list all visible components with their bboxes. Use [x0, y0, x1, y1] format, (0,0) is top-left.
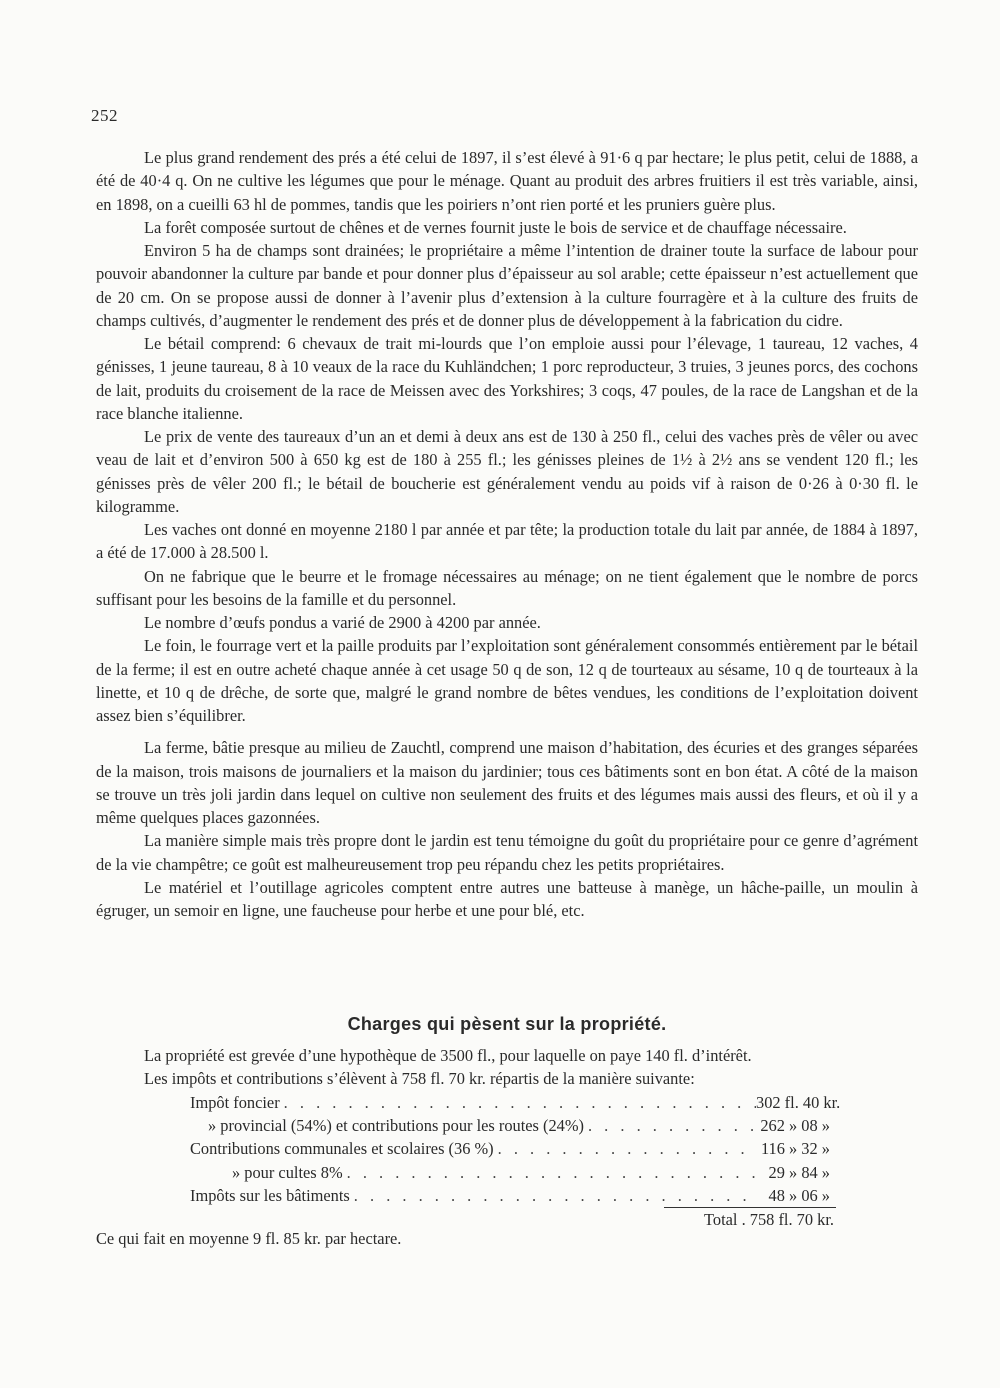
paragraph-farm-buildings: La ferme, bâtie presque au milieu de Zauchtl, comprend une maison d’habitation, des écuries et des granges séparées de la maison, trois maisons de journaliers et la maison du jardinier; tous ces bâtiments sont en bon état. A côté de la maison se trouve un très joli jardin dans lequel on cultive non seulement des fruits et des légumes mais aussi des fleurs, et où il y a même quelques places gazonnées.: [96, 738, 918, 827]
tax-row-amount: 302 fl. 40 kr.: [756, 1093, 841, 1112]
page-number: 252: [91, 106, 118, 125]
tax-row-label: Contributions communales et scolaires (36 %): [190, 1139, 494, 1159]
paragraph-equipment: Le matériel et l’outillage agricoles comptent entre autres une batteuse à manège, un hâche-paille, un moulin à égruger, un semoir en ligne, une faucheuse pour herbe et une pour blé, etc.: [96, 877, 918, 920]
paragraph-prices: Le prix de vente des taureaux d’un an et demi à deux ans est de 130 à 250 fl., celui des vaches près de vêler ou avec veau de lait et d’environ 500 à 650 kg est de 180 à 255 fl.; les génisses pleines de 1½ à 2½ ans se vendent 120 fl.; les génisses près de vêler 200 fl.; le bétail de boucherie est généralement vendu au poids vif à raison de 0·26 à 0·30 fl. le kilogramme.: [96, 427, 918, 516]
tax-row-amount: 29 » 84 »: [768, 1162, 830, 1182]
dot-leader: [354, 1184, 756, 1207]
paragraph-drainage: Environ 5 ha de champs sont drainées; le propriétaire a même l’intention de drainer toute la surface de labour pour pouvoir abandonner la culture par bande et pour donner plus d’épaisseur au sol arable; cette épaisseur n’est actuellement que de 20 cm. On se propose aussi de donner à l’avenir plus d’extension à la culture fourragère et à la culture des fruits de champs cultivés, d’augmenter le rendement des prés et de donner plus de développement à la fabrication du cidre.: [96, 241, 918, 330]
paragraph-butter: On ne fabrique que le beurre et le fromage nécessaires au ménage; on ne tient également que le nombre de porcs suffisant pour les besoins de la famille et du personnel.: [96, 566, 918, 609]
tax-row-label: » pour cultes 8%: [232, 1162, 343, 1182]
tax-total: Total . 758 fl. 70 kr.: [704, 1210, 834, 1229]
tax-row-label: Impôt foncier: [190, 1093, 280, 1112]
tax-row-amount: 116 » 32 »: [760, 1139, 830, 1159]
tax-row-label: » provincial (54%) et contributions pour les routes (24%): [208, 1116, 584, 1136]
dot-leader: [284, 1091, 756, 1114]
tax-table: [190, 1091, 841, 1207]
tax-row-amount: 262 » 08 »: [760, 1116, 830, 1136]
paragraph-livestock: Le bétail comprend: 6 chevaux de trait mi-lourds que l’on emploie aussi pour l’élevage, 1 taureau, 12 vaches, 4 génisses, 1 jeune taureau, 8 à 10 veaux de la race du Kuhländchen; 1 porc reproducteur, 3 truies, 3 jeunes porcs, des cochons de lait, produits du croisement de la race de Meissen avec des Yorkshires; 3 coqs, 47 poules, de la race de Langshan et de la race blanche italienne.: [96, 334, 918, 423]
body-text: [96, 146, 918, 922]
paragraph-milk: Les vaches ont donné en moyenne 2180 l par année et par tête; la production totale du lait par année, de 1884 à 1897, a été de 17.000 à 28.500 l.: [96, 520, 918, 563]
tax-row-label: Impôts sur les bâtiments: [190, 1185, 350, 1205]
dot-leader: [347, 1161, 756, 1184]
tax-row: [190, 1161, 830, 1184]
paragraph-garden: La manière simple mais très propre dont le jardin est tenu témoigne du goût du propriétaire pour ce genre d’agrément de la vie champêtre; ce goût est malheureusement trop peu répandu chez les petits propriétaires.: [96, 831, 918, 874]
paragraph-fodder: Le foin, le fourrage vert et la paille produits par l’exploitation sont généralement consommés entièrement par le bétail de la ferme; il est en outre acheté chaque année à cet usage 50 q de son, 12 q de tourteaux au sésame, 10 q de tourteaux à la linette, et 10 q de drêche, de sorte que, malgré le grand nombre de bêtes vendues, les conditions de l’exploitation doivent assez bien s’équilibrer.: [96, 636, 918, 725]
section-heading-charges: Charges qui pèsent sur la propriété.: [347, 1014, 667, 1034]
tax-row: [190, 1184, 830, 1207]
paragraph-forest: La forêt composée surtout de chênes et de vernes fournit juste le bois de service et de chauffage nécessaire.: [144, 217, 847, 237]
charges-intro: [96, 1044, 918, 1091]
conclusion-line: Ce qui fait en moyenne 9 fl. 85 kr. par hectare.: [96, 1229, 402, 1248]
tax-row: [190, 1091, 841, 1114]
paragraph-eggs: Le nombre d’œufs pondus a varié de 2900 à 4200 par année.: [144, 613, 541, 632]
tax-row: [190, 1137, 830, 1160]
charges-mortgage-line: La propriété est grevée d’une hypothèque de 3500 fl., pour laquelle on paye 140 fl. d’intérêt.: [144, 1046, 752, 1065]
tax-row-amount: 48 » 06 »: [768, 1185, 830, 1205]
dot-leader: [588, 1114, 756, 1137]
charges-taxes-line: Les impôts et contributions s’élèvent à 758 fl. 70 kr. répartis de la manière suivante:: [144, 1069, 695, 1089]
dot-leader: [498, 1137, 756, 1160]
paragraph-meadow-yield: Le plus grand rendement des prés a été celui de 1897, il s’est élevé à 91·6 q par hectare; le plus petit, celui de 1888, a été de 40·4 q. On ne cultive les légumes que pour le ménage. Quant au produit des arbres fruitiers il est très variable, ainsi, en 1898, on a cueilli 63 hl de pommes, tandis que les poiriers n’ont rien porté et les pruniers guère plus.: [96, 148, 918, 214]
tax-row: [190, 1114, 830, 1137]
